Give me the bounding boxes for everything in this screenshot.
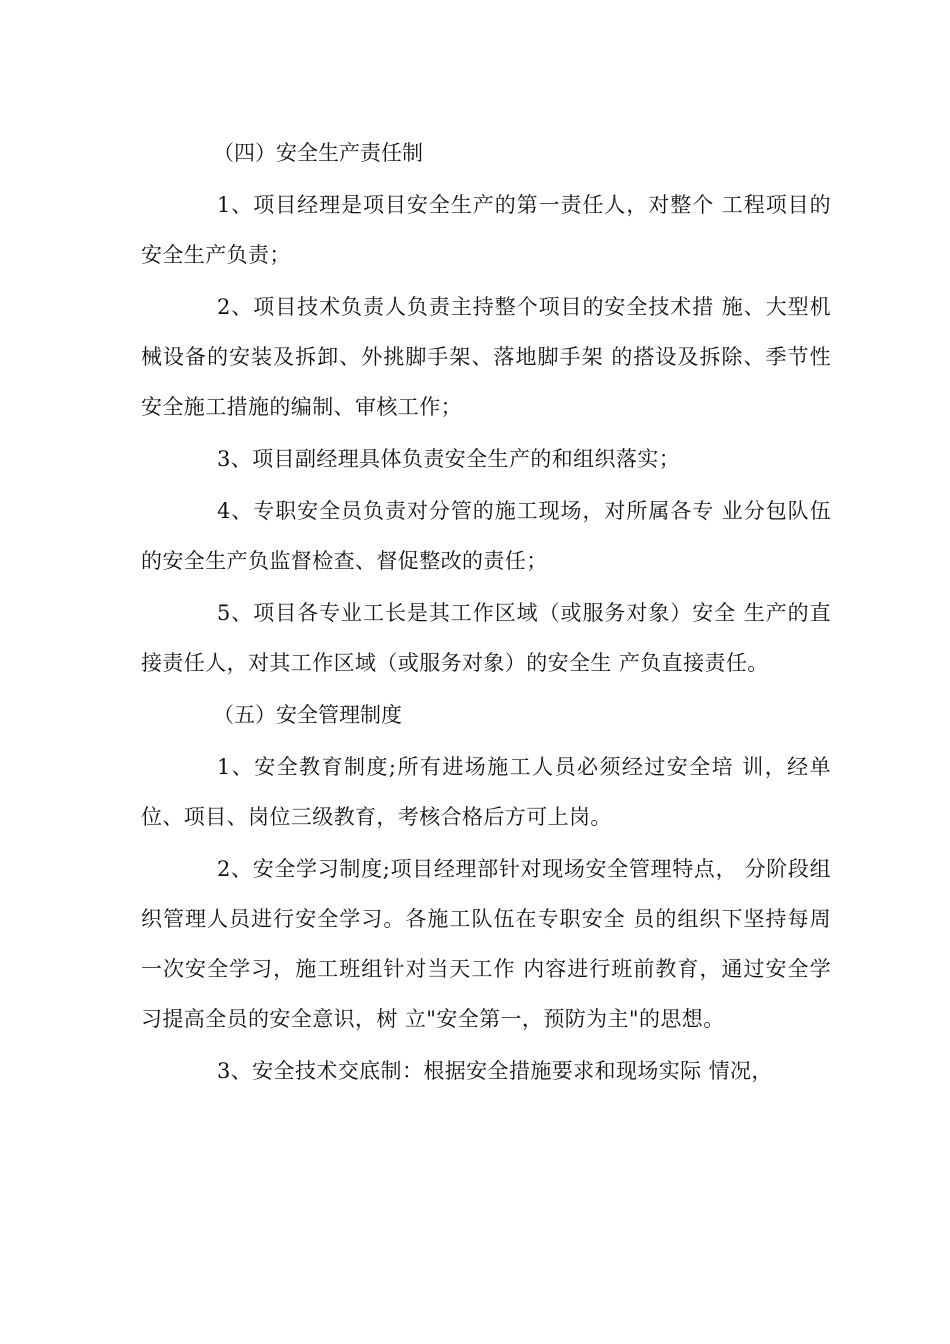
paragraph: 2、项目技术负责人负责主持整个项目的安全技术措 施、大型机械设备的安装及拆卸、外挑脚手架、落地脚手架 的搭设及拆除、季节性安全施工措施的编制、审核工作； bbox=[141, 295, 831, 419]
paragraph: 1、项目经理是项目安全生产的第一责任人，对整个 工程项目的安全生产负责； bbox=[141, 193, 831, 267]
section-heading: （五）安全管理制度 bbox=[213, 703, 402, 727]
paragraph: 2、安全学习制度;项目经理部针对现场安全管理特点， 分阶段组织管理人员进行安全学习。各施工队伍在专职安全 员的组织下坚持每周一次安全学习，施工班组针对当天工作 内容进行班前教育，通过安全学习提高全员的安全意识，树 立"安全第一，预防为主"的思想。 bbox=[141, 857, 831, 1031]
paragraph: 1、安全教育制度;所有进场施工人员必须经过安全培 训，经单位、项目、岗位三级教育，考核合格后方可上岗。 bbox=[141, 755, 831, 829]
document-body bbox=[141, 128, 831, 1098]
paragraph: 4、专职安全员负责对分管的施工现场，对所属各专 业分包队伍的安全生产负监督检查、督促整改的责任； bbox=[141, 499, 831, 573]
section-heading: （四）安全生产责任制 bbox=[213, 141, 423, 165]
paragraph: 3、安全技术交底制：根据安全措施要求和现场实际 情况， bbox=[217, 1059, 773, 1083]
paragraph: 5、项目各专业工长是其工作区域（或服务对象）安全 生产的直接责任人，对其工作区域（或服务对象）的安全生 产负直接责任。 bbox=[141, 601, 831, 675]
paragraph: 3、项目副经理具体负责安全生产的和组织落实； bbox=[217, 447, 681, 471]
